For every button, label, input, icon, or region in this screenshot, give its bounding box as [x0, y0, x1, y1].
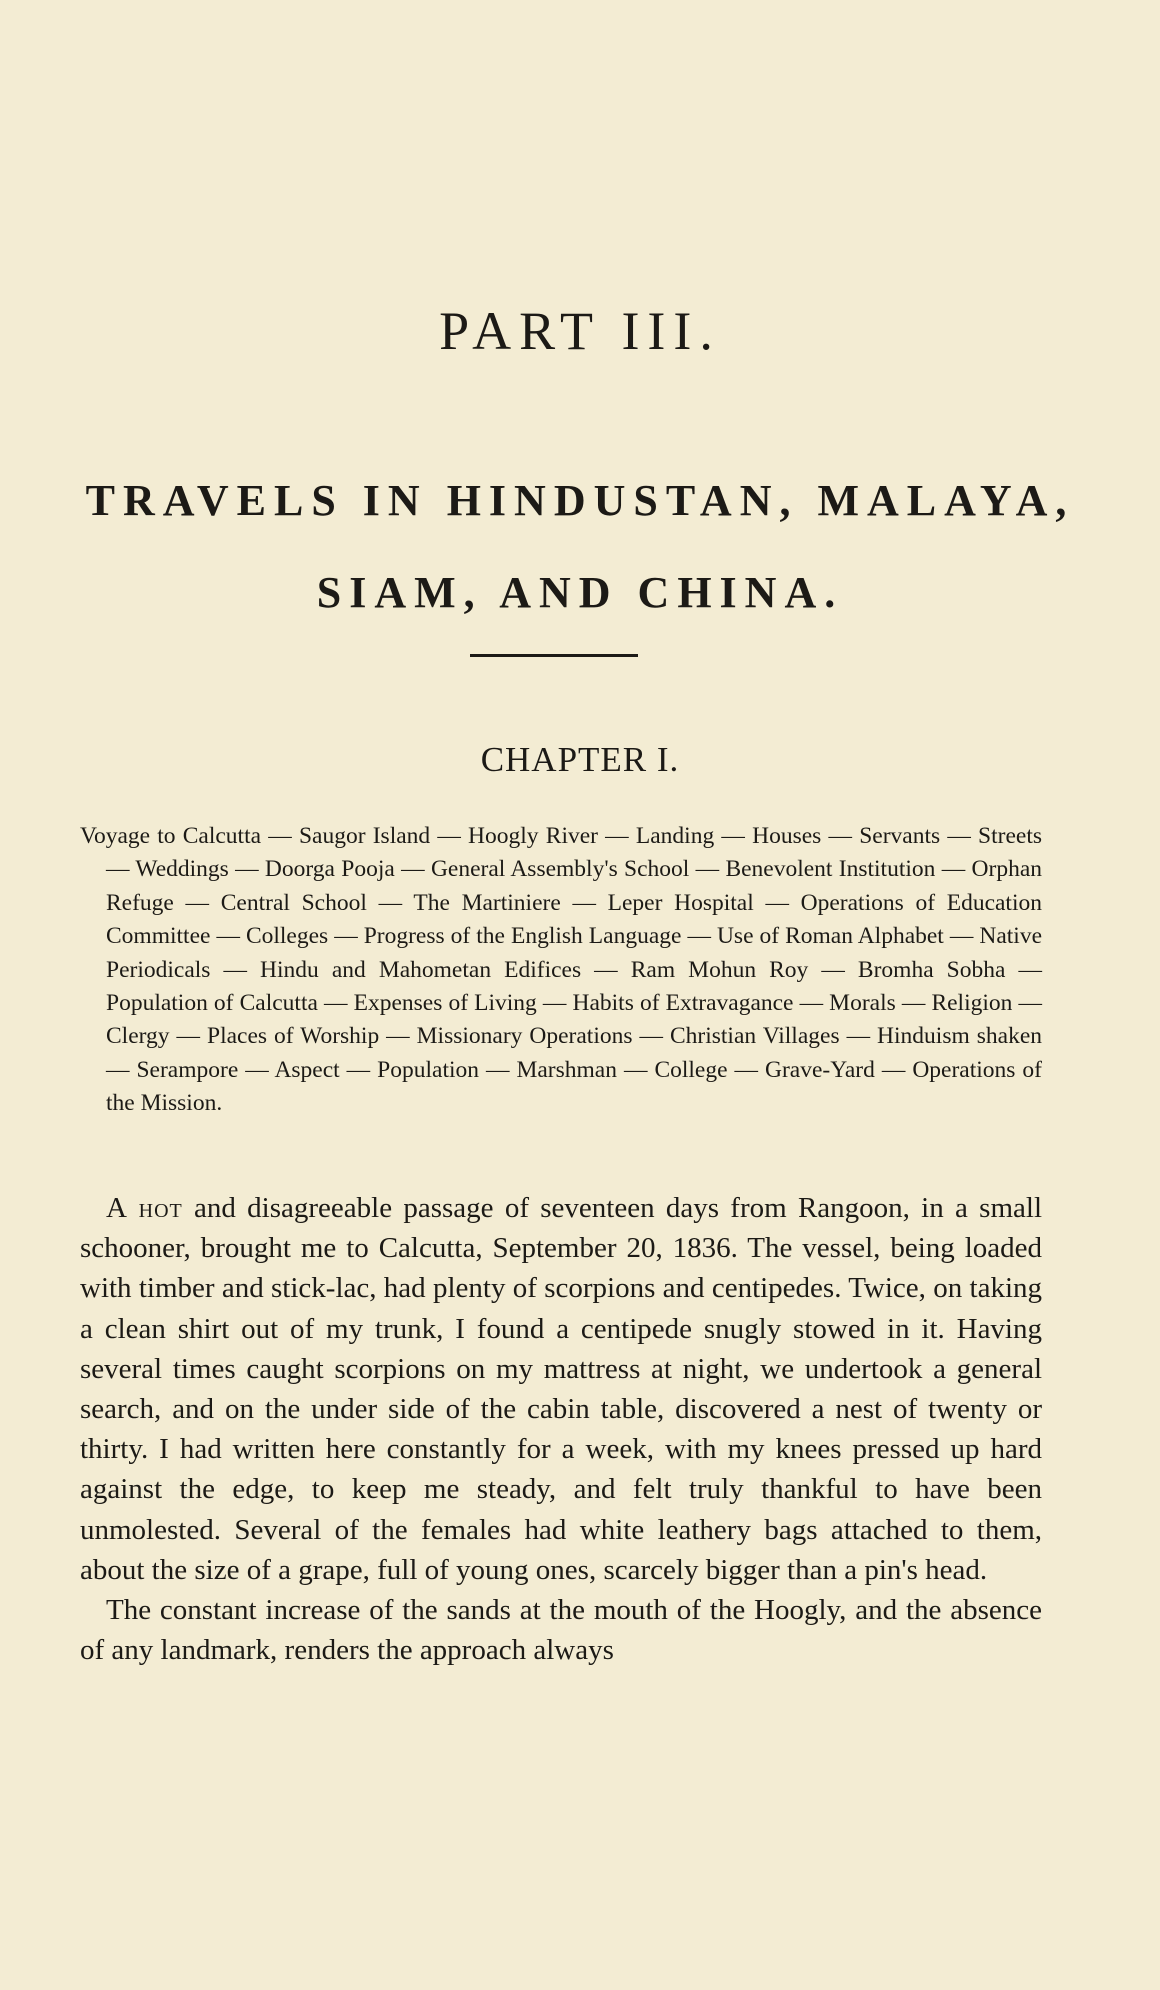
paragraph-1-rest: and disagreeable passage of seventeen days from Rangoon, in a small schooner, brought me to Calcutta, September 20, 1836. The vessel, being loaded with timber and stick-lac, had plenty of scorpions and centipedes. Twice, on taking a clean shirt out of my trunk, I found a centipede snugly stowed in it. Having several times caught scorpions on my mattress at night, we undertook a general search, and on the under side of the cabin table, discovered a nest of twenty or thirty. I had written here constantly for a week, with my knees pressed up hard against the edge, to keep me steady, and felt truly thankful to have been unmolested. Several of the females had white leathery bags attached to them, about the size of a grape, full of young ones, scarcely bigger than a pin's head. — [80, 1192, 1042, 1586]
paragraph-1 — [80, 1188, 1042, 1590]
book-title — [70, 455, 1090, 639]
paragraph-2: The constant increase of the sands at the mouth of the Hoogly, and the absence of any landmark, renders the approach always — [80, 1594, 1042, 1667]
book-title-line-1: TRAVELS IN HINDUSTAN, MALAYA, — [85, 476, 1075, 525]
book-title-line-2: SIAM, AND CHINA. — [316, 568, 844, 617]
chapter-heading: CHAPTER I. — [480, 740, 680, 779]
chapter-summary-text: Voyage to Calcutta — Saugor Island — Hoogly River — Landing — Houses — Servants — Streets — Weddings — Doorga Pooja — General Assembly's School — Benevolent Institution — Orphan Refuge — Central School — The Martiniere — Leper Hospital — Operations of Education Committee — Colleges — Progress of the English Language — Use of Roman Alphabet — Native Periodicals — Hindu and Mahometan Edifices — Ram Mohun Roy — Bromha Sobha — Population of Calcutta — Expenses of Living — Habits of Extravagance — Morals — Religion — Clergy — Places of Worship — Missionary Operations — Christian Villages — Hinduism shaken — Serampore — Aspect — Population — Marshman — College — Grave-Yard — Operations of the Mission. — [80, 823, 1042, 1117]
chapter-summary — [80, 820, 1042, 1121]
paragraph-1-lead: A hot — [106, 1192, 183, 1224]
divider-rule — [470, 654, 638, 657]
body-text — [80, 1188, 1042, 1670]
part-title: PART III. — [439, 301, 721, 361]
